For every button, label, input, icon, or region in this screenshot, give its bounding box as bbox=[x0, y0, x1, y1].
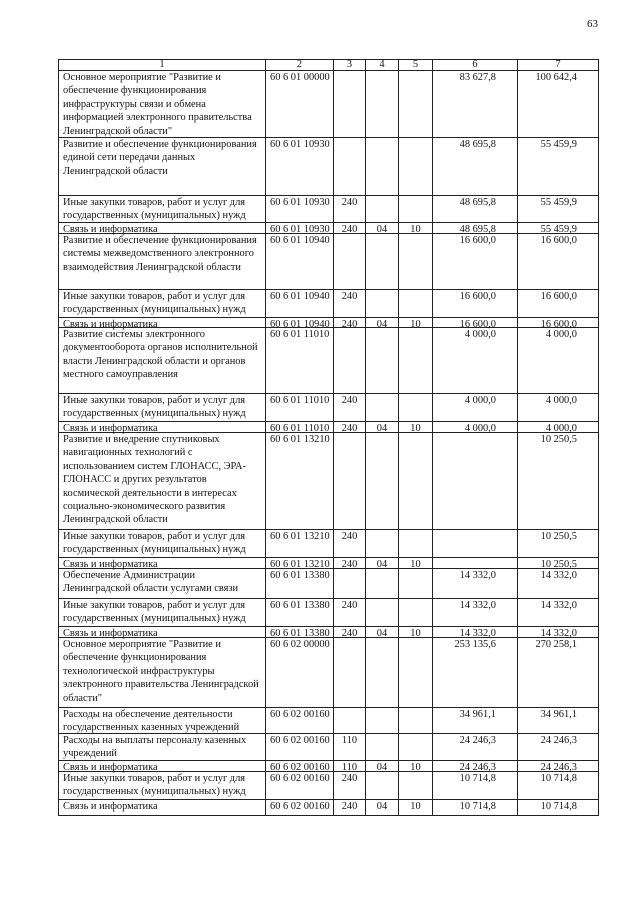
expense-type-cell: 240 bbox=[334, 558, 366, 568]
subsection-cell bbox=[399, 71, 433, 137]
budget-code-cell: 60 6 01 00000 bbox=[266, 71, 334, 137]
table-row bbox=[59, 394, 599, 422]
section-cell: 04 bbox=[366, 761, 399, 771]
item-name-line: области" bbox=[63, 692, 102, 704]
amount-column-7-cell: 4 000,0 bbox=[518, 394, 599, 421]
item-name-cell bbox=[59, 569, 266, 598]
item-name-cell bbox=[59, 772, 266, 799]
section-cell bbox=[366, 569, 399, 598]
subsection-cell bbox=[399, 433, 433, 529]
expense-type-cell bbox=[334, 328, 366, 393]
subsection-cell: 10 bbox=[399, 800, 433, 815]
subsection-cell bbox=[399, 734, 433, 760]
section-cell bbox=[366, 530, 399, 557]
table-row bbox=[59, 599, 599, 627]
item-name-cell bbox=[59, 223, 266, 233]
item-name-line: Связь и информатика bbox=[63, 423, 158, 434]
budget-code-cell: 60 6 01 10930 bbox=[266, 223, 334, 233]
item-name-line: Развитие системы электронного bbox=[63, 329, 205, 340]
expense-type-cell: 240 bbox=[334, 422, 366, 432]
item-name-line: социально-экономического развития bbox=[63, 501, 226, 513]
subsection-cell: 10 bbox=[399, 223, 433, 233]
subsection-cell bbox=[399, 772, 433, 799]
item-name-line: Развитие и обеспечение функционирования bbox=[63, 139, 257, 150]
expense-type-cell bbox=[334, 433, 366, 529]
item-name-cell bbox=[59, 422, 266, 432]
amount-column-7-cell: 10 714,8 bbox=[518, 772, 599, 799]
item-name-line: Обеспечение Администрации bbox=[63, 570, 196, 581]
table-row bbox=[59, 530, 599, 558]
amount-column-6-cell: 16 600,0 bbox=[433, 234, 518, 289]
section-cell: 04 bbox=[366, 318, 399, 327]
amount-column-7-cell: 100 642,4 bbox=[518, 71, 599, 137]
item-name-line: Связь и информатика bbox=[63, 319, 158, 330]
expense-type-cell: 240 bbox=[334, 530, 366, 557]
table-row bbox=[59, 223, 599, 234]
subsection-cell bbox=[399, 599, 433, 626]
item-name-cell bbox=[59, 394, 266, 421]
table-row bbox=[59, 328, 599, 394]
amount-column-7-cell: 55 459,9 bbox=[518, 223, 599, 233]
subsection-cell bbox=[399, 708, 433, 733]
item-name-line: Иные закупки товаров, работ и услуг для bbox=[63, 197, 246, 208]
subsection-cell bbox=[399, 328, 433, 393]
item-name-line: местного самоуправления bbox=[63, 369, 178, 381]
table-row bbox=[59, 627, 599, 638]
section-cell bbox=[366, 734, 399, 760]
header-cell-6: 6 bbox=[433, 60, 518, 70]
item-name-line: использованием систем ГЛОНАСС, ЭРА- bbox=[63, 460, 246, 472]
amount-column-7-cell: 270 258,1 bbox=[518, 638, 599, 707]
table-row bbox=[59, 772, 599, 800]
amount-column-6-cell: 253 135,6 bbox=[433, 638, 518, 707]
expense-type-cell: 240 bbox=[334, 772, 366, 799]
amount-column-7-cell: 24 246,3 bbox=[518, 761, 599, 771]
table-row bbox=[59, 708, 599, 734]
amount-column-7-cell: 10 250,5 bbox=[518, 558, 599, 568]
amount-column-7-cell: 55 459,9 bbox=[518, 138, 599, 195]
expense-type-cell: 240 bbox=[334, 599, 366, 626]
item-name-line: Связь и информатика bbox=[63, 224, 158, 235]
budget-code-cell: 60 6 02 00160 bbox=[266, 772, 334, 799]
amount-column-6-cell: 14 332,0 bbox=[433, 599, 518, 626]
section-cell: 04 bbox=[366, 800, 399, 815]
item-name-cell bbox=[59, 627, 266, 637]
expense-type-cell: 240 bbox=[334, 394, 366, 421]
table-row bbox=[59, 196, 599, 223]
item-name-line: информацией электронного правительства bbox=[63, 112, 252, 124]
subsection-cell bbox=[399, 394, 433, 421]
amount-column-6-cell: 16 600,0 bbox=[433, 318, 518, 327]
header-cell-3: 3 bbox=[334, 60, 366, 70]
expense-type-cell: 240 bbox=[334, 196, 366, 222]
subsection-cell bbox=[399, 234, 433, 289]
amount-column-6-cell bbox=[433, 433, 518, 529]
section-cell bbox=[366, 433, 399, 529]
item-name-cell bbox=[59, 708, 266, 733]
amount-column-7-cell: 14 332,0 bbox=[518, 627, 599, 637]
item-name-line: Связь и информатика bbox=[63, 628, 158, 639]
budget-code-cell: 60 6 02 00160 bbox=[266, 800, 334, 815]
amount-column-6-cell: 24 246,3 bbox=[433, 761, 518, 771]
budget-code-cell: 60 6 01 13380 bbox=[266, 599, 334, 626]
item-name-line: Расходы на выплаты персоналу казенных bbox=[63, 735, 247, 746]
table-row bbox=[59, 422, 599, 433]
item-name-line: государственных (муниципальных) нужд bbox=[63, 408, 246, 420]
section-cell bbox=[366, 138, 399, 195]
table-row bbox=[59, 138, 599, 196]
item-name-line: Расходы на обеспечение деятельности bbox=[63, 709, 233, 720]
budget-code-cell: 60 6 01 10930 bbox=[266, 138, 334, 195]
budget-code-cell: 60 6 01 11010 bbox=[266, 394, 334, 421]
item-name-line: Иные закупки товаров, работ и услуг для bbox=[63, 773, 246, 784]
item-name-line: власти Ленинградской области и органов bbox=[63, 355, 246, 367]
expense-type-cell bbox=[334, 708, 366, 733]
item-name-cell bbox=[59, 558, 266, 568]
budget-code-cell: 60 6 01 13210 bbox=[266, 530, 334, 557]
item-name-line: взаимодействия Ленинградской области bbox=[63, 261, 241, 273]
section-cell: 04 bbox=[366, 422, 399, 432]
expense-type-cell: 240 bbox=[334, 800, 366, 815]
expense-type-cell: 110 bbox=[334, 761, 366, 771]
table-row bbox=[59, 638, 599, 708]
section-cell: 04 bbox=[366, 558, 399, 568]
expense-type-cell bbox=[334, 71, 366, 137]
amount-column-7-cell: 34 961,1 bbox=[518, 708, 599, 733]
table-row bbox=[59, 800, 599, 816]
item-name-line: Иные закупки товаров, работ и услуг для bbox=[63, 531, 246, 542]
amount-column-7-cell: 16 600,0 bbox=[518, 234, 599, 289]
expense-type-cell: 110 bbox=[334, 734, 366, 760]
item-name-line: Иные закупки товаров, работ и услуг для bbox=[63, 600, 246, 611]
amount-column-7-cell: 4 000,0 bbox=[518, 328, 599, 393]
subsection-cell bbox=[399, 638, 433, 707]
subsection-cell: 10 bbox=[399, 761, 433, 771]
amount-column-7-cell: 10 714,8 bbox=[518, 800, 599, 815]
item-name-line: Ленинградской области услугами связи bbox=[63, 583, 239, 595]
item-name-line: документооборота органов исполнительной bbox=[63, 342, 258, 354]
item-name-cell bbox=[59, 761, 266, 771]
item-name-line: Иные закупки товаров, работ и услуг для bbox=[63, 395, 246, 406]
amount-column-7-cell: 24 246,3 bbox=[518, 734, 599, 760]
header-cell-2: 2 bbox=[266, 60, 334, 70]
section-cell bbox=[366, 71, 399, 137]
header-cell-5: 5 bbox=[399, 60, 433, 70]
amount-column-6-cell: 83 627,8 bbox=[433, 71, 518, 137]
section-cell bbox=[366, 394, 399, 421]
item-name-line: Ленинградской области" bbox=[63, 125, 173, 137]
subsection-cell bbox=[399, 290, 433, 317]
budget-code-cell: 60 6 01 13210 bbox=[266, 558, 334, 568]
amount-column-6-cell: 14 332,0 bbox=[433, 569, 518, 598]
item-name-cell bbox=[59, 328, 266, 393]
item-name-cell bbox=[59, 433, 266, 529]
amount-column-6-cell: 24 246,3 bbox=[433, 734, 518, 760]
amount-column-6-cell: 34 961,1 bbox=[433, 708, 518, 733]
section-cell bbox=[366, 599, 399, 626]
item-name-cell bbox=[59, 138, 266, 195]
item-name-cell bbox=[59, 318, 266, 330]
amount-column-6-cell: 48 695,8 bbox=[433, 196, 518, 222]
item-name-line: Иные закупки товаров, работ и услуг для bbox=[63, 291, 246, 302]
subsection-cell: 10 bbox=[399, 558, 433, 568]
budget-code-cell: 60 6 02 00160 bbox=[266, 708, 334, 733]
item-name-line: обеспечение функционирования bbox=[63, 85, 207, 97]
section-cell bbox=[366, 638, 399, 707]
budget-code-cell: 60 6 01 10940 bbox=[266, 234, 334, 289]
page-number: 63 bbox=[587, 18, 598, 30]
header-cell-1: 1 bbox=[59, 60, 266, 70]
item-name-line: государственных (муниципальных) нужд bbox=[63, 544, 246, 556]
item-name-line: Связь и информатика bbox=[63, 559, 158, 570]
amount-column-7-cell: 10 250,5 bbox=[518, 433, 599, 529]
table-header-row bbox=[59, 60, 599, 71]
item-name-cell bbox=[59, 599, 266, 626]
table-row bbox=[59, 558, 599, 569]
item-name-line: государственных (муниципальных) нужд bbox=[63, 210, 246, 222]
item-name-cell bbox=[59, 638, 266, 707]
amount-column-7-cell: 16 600,0 bbox=[518, 318, 599, 327]
item-name-line: системы межведомственного электронного bbox=[63, 248, 254, 260]
header-cell-4: 4 bbox=[366, 60, 399, 70]
amount-column-6-cell bbox=[433, 530, 518, 557]
amount-column-7-cell: 14 332,0 bbox=[518, 569, 599, 598]
section-cell bbox=[366, 772, 399, 799]
item-name-cell bbox=[59, 734, 266, 760]
budget-code-cell: 60 6 01 13210 bbox=[266, 433, 334, 529]
expense-type-cell bbox=[334, 569, 366, 598]
subsection-cell: 10 bbox=[399, 422, 433, 432]
amount-column-6-cell: 10 714,8 bbox=[433, 800, 518, 815]
section-cell bbox=[366, 708, 399, 733]
amount-column-6-cell bbox=[433, 558, 518, 568]
item-name-line: Ленинградской области bbox=[63, 165, 168, 177]
item-name-line: Связь и информатика bbox=[63, 762, 158, 773]
budget-code-cell: 60 6 02 00160 bbox=[266, 734, 334, 760]
subsection-cell: 10 bbox=[399, 318, 433, 327]
table-row bbox=[59, 734, 599, 761]
item-name-line: Основное мероприятие "Развитие и bbox=[63, 639, 221, 650]
item-name-line: учреждений bbox=[63, 748, 117, 760]
budget-code-cell: 60 6 01 11010 bbox=[266, 422, 334, 432]
subsection-cell bbox=[399, 138, 433, 195]
section-cell bbox=[366, 328, 399, 393]
amount-column-6-cell: 16 600,0 bbox=[433, 290, 518, 317]
expense-type-cell: 240 bbox=[334, 223, 366, 233]
item-name-cell bbox=[59, 234, 266, 289]
budget-code-cell: 60 6 01 10940 bbox=[266, 290, 334, 317]
budget-code-cell: 60 6 01 10940 bbox=[266, 318, 334, 327]
amount-column-7-cell: 16 600,0 bbox=[518, 290, 599, 317]
table-row bbox=[59, 318, 599, 328]
table-row bbox=[59, 761, 599, 772]
section-cell: 04 bbox=[366, 223, 399, 233]
item-name-line: Связь и информатика bbox=[63, 801, 158, 812]
item-name-line: Развитие и обеспечение функционирования bbox=[63, 235, 257, 246]
expense-type-cell bbox=[334, 638, 366, 707]
item-name-line: Основное мероприятие "Развитие и bbox=[63, 72, 221, 83]
budget-code-cell: 60 6 01 13380 bbox=[266, 627, 334, 637]
expense-type-cell bbox=[334, 138, 366, 195]
item-name-line: электронного правительства Ленинградской bbox=[63, 679, 259, 691]
budget-table bbox=[58, 59, 599, 816]
expense-type-cell: 240 bbox=[334, 627, 366, 637]
amount-column-7-cell: 10 250,5 bbox=[518, 530, 599, 557]
item-name-cell bbox=[59, 196, 266, 222]
budget-code-cell: 60 6 02 00000 bbox=[266, 638, 334, 707]
subsection-cell bbox=[399, 569, 433, 598]
item-name-line: государственных (муниципальных) нужд bbox=[63, 613, 246, 625]
budget-code-cell: 60 6 01 13380 bbox=[266, 569, 334, 598]
item-name-line: навигационных технологий с bbox=[63, 447, 193, 459]
budget-code-cell: 60 6 02 00160 bbox=[266, 761, 334, 771]
item-name-line: государственных казенных учреждений bbox=[63, 722, 240, 734]
item-name-line: инфраструктуры связи и обмена bbox=[63, 98, 206, 110]
item-name-line: ГЛОНАСС и других результатов bbox=[63, 474, 207, 486]
item-name-cell bbox=[59, 71, 266, 137]
table-row bbox=[59, 71, 599, 138]
amount-column-6-cell: 4 000,0 bbox=[433, 328, 518, 393]
amount-column-6-cell: 48 695,8 bbox=[433, 138, 518, 195]
amount-column-6-cell: 10 714,8 bbox=[433, 772, 518, 799]
expense-type-cell: 240 bbox=[334, 318, 366, 327]
section-cell bbox=[366, 234, 399, 289]
section-cell bbox=[366, 290, 399, 317]
item-name-line: Ленинградской области bbox=[63, 514, 168, 526]
table-row bbox=[59, 433, 599, 530]
amount-column-6-cell: 4 000,0 bbox=[433, 394, 518, 421]
budget-code-cell: 60 6 01 10930 bbox=[266, 196, 334, 222]
amount-column-6-cell: 48 695,8 bbox=[433, 223, 518, 233]
item-name-line: обеспечение функционирования bbox=[63, 652, 207, 664]
item-name-line: единой сети передачи данных bbox=[63, 152, 196, 164]
subsection-cell bbox=[399, 530, 433, 557]
amount-column-6-cell: 14 332,0 bbox=[433, 627, 518, 637]
table-row bbox=[59, 569, 599, 599]
amount-column-7-cell: 4 000,0 bbox=[518, 422, 599, 432]
section-cell bbox=[366, 196, 399, 222]
item-name-line: космической деятельности в интересах bbox=[63, 487, 237, 499]
header-cell-7: 7 bbox=[518, 60, 599, 70]
subsection-cell: 10 bbox=[399, 627, 433, 637]
item-name-cell bbox=[59, 800, 266, 815]
item-name-line: Развитие и внедрение спутниковых bbox=[63, 434, 220, 445]
amount-column-7-cell: 14 332,0 bbox=[518, 599, 599, 626]
expense-type-cell: 240 bbox=[334, 290, 366, 317]
table-row bbox=[59, 290, 599, 318]
subsection-cell bbox=[399, 196, 433, 222]
item-name-cell bbox=[59, 290, 266, 317]
item-name-line: государственных (муниципальных) нужд bbox=[63, 304, 246, 316]
budget-code-cell: 60 6 01 11010 bbox=[266, 328, 334, 393]
item-name-line: технологической инфраструктуры bbox=[63, 665, 215, 677]
item-name-line: государственных (муниципальных) нужд bbox=[63, 786, 246, 798]
amount-column-7-cell: 55 459,9 bbox=[518, 196, 599, 222]
section-cell: 04 bbox=[366, 627, 399, 637]
item-name-cell bbox=[59, 530, 266, 557]
expense-type-cell bbox=[334, 234, 366, 289]
table-row bbox=[59, 234, 599, 290]
amount-column-6-cell: 4 000,0 bbox=[433, 422, 518, 432]
